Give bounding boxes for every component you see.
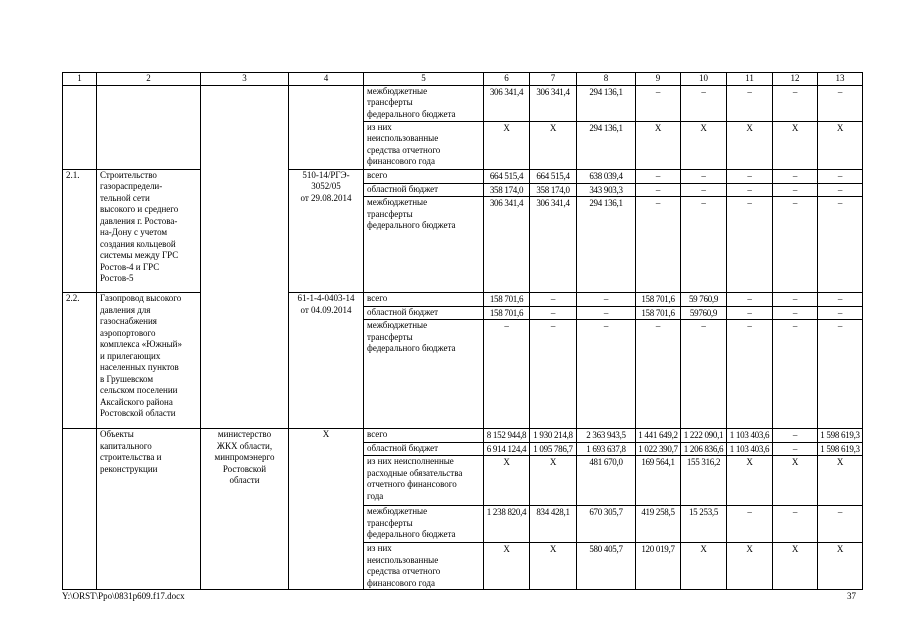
value-col-12: –: [773, 197, 818, 293]
item-number-cell: [63, 429, 97, 590]
value-col-6: 1 238 820,4: [484, 506, 530, 543]
value-col-13: –: [818, 320, 863, 429]
value-col-10: –: [681, 183, 727, 197]
value-col-12: –: [773, 429, 818, 443]
value-col-13: –: [818, 169, 863, 183]
table-row: [63, 429, 863, 443]
value-col-10: 155 316,2: [681, 456, 727, 506]
funding-source: областной бюджет: [364, 183, 484, 197]
funding-source: всего: [364, 293, 484, 307]
value-col-8: –: [577, 306, 636, 320]
column-header: 7: [530, 73, 577, 86]
funding-source: областной бюджет: [364, 306, 484, 320]
table-row: [63, 85, 863, 121]
value-col-8: 294 136,1: [577, 121, 636, 169]
value-col-6: 8 152 944,8: [484, 429, 530, 443]
funding-source: межбюджетные трансферты федерального бюджета: [364, 197, 484, 293]
column-header: 2: [97, 73, 201, 86]
value-col-7: Х: [530, 121, 577, 169]
value-col-9: 158 701,6: [636, 306, 681, 320]
value-col-10: –: [681, 320, 727, 429]
item-executor-cell: [201, 85, 289, 429]
value-col-6: Х: [484, 121, 530, 169]
value-col-12: –: [773, 306, 818, 320]
value-col-7: Х: [530, 456, 577, 506]
value-col-8: –: [577, 293, 636, 307]
value-col-11: –: [727, 506, 773, 543]
item-name: Газопровод высокого давления для газоснабжения аэропортового комплекса «Южный» и прилегающих населенных пунктов в Грушевском сельском поселении Аксайского района Ростовской области: [97, 293, 201, 429]
value-col-7: 1 930 214,8: [530, 429, 577, 443]
item-name-cell: [97, 85, 201, 169]
funding-source: межбюджетные трансферты федерального бюджета: [364, 506, 484, 543]
value-col-9: 1 022 390,7: [636, 442, 681, 456]
value-col-11: Х: [727, 543, 773, 590]
funding-source: из них неисполненные расходные обязательства отчетного финансового года: [364, 456, 484, 506]
value-col-7: 306 341,4: [530, 197, 577, 293]
value-col-11: –: [727, 183, 773, 197]
funding-source: из них неиспользованные средства отчетного финансового года: [364, 543, 484, 590]
value-col-7: Х: [530, 543, 577, 590]
column-header: 1: [63, 73, 97, 86]
value-col-6: 158 701,6: [484, 306, 530, 320]
value-col-6: 358 174,0: [484, 183, 530, 197]
value-col-7: 306 341,4: [530, 85, 577, 121]
value-col-9: 158 701,6: [636, 293, 681, 307]
item-number-cell: [63, 85, 97, 169]
value-col-12: Х: [773, 543, 818, 590]
value-col-10: 1 206 836,6: [681, 442, 727, 456]
value-col-13: –: [818, 85, 863, 121]
value-col-11: –: [727, 169, 773, 183]
item-document: 510-14/РГЭ- 3052/05 от 29.08.2014: [289, 169, 364, 293]
value-col-11: –: [727, 293, 773, 307]
value-col-10: –: [681, 85, 727, 121]
value-col-9: Х: [636, 121, 681, 169]
column-header: 12: [773, 73, 818, 86]
value-col-9: –: [636, 183, 681, 197]
value-col-12: –: [773, 506, 818, 543]
value-col-11: 1 103 403,6: [727, 429, 773, 443]
funding-source: всего: [364, 169, 484, 183]
value-col-7: 1 095 786,7: [530, 442, 577, 456]
item-document: Х: [289, 429, 364, 590]
value-col-11: –: [727, 85, 773, 121]
value-col-9: –: [636, 320, 681, 429]
value-col-10: –: [681, 169, 727, 183]
column-header: 11: [727, 73, 773, 86]
value-col-12: –: [773, 169, 818, 183]
value-col-12: –: [773, 183, 818, 197]
footer-file-path: Y:\ORST\Ppo\0831p609.f17.docx: [62, 591, 185, 601]
value-col-6: 306 341,4: [484, 197, 530, 293]
column-header: 13: [818, 73, 863, 86]
item-name: Строительство газораспредели- тельной сети высокого и среднего давления г. Ростова- на-Дону с учетом создания кольцевой системы между ГРС Ростов-4 и ГРС Ростов-5: [97, 169, 201, 293]
column-header: 9: [636, 73, 681, 86]
value-col-7: –: [530, 293, 577, 307]
value-col-8: 580 405,7: [577, 543, 636, 590]
value-col-13: –: [818, 293, 863, 307]
value-col-13: Х: [818, 456, 863, 506]
value-col-6: 664 515,4: [484, 169, 530, 183]
value-col-10: 1 222 090,1: [681, 429, 727, 443]
value-col-12: Х: [773, 121, 818, 169]
value-col-9: 120 019,7: [636, 543, 681, 590]
footer-page-number: 37: [847, 591, 856, 601]
value-col-8: 294 136,1: [577, 85, 636, 121]
value-col-13: 1 598 619,3: [818, 429, 863, 443]
budget-table: [62, 72, 863, 590]
column-header: 10: [681, 73, 727, 86]
table-row: [63, 169, 863, 183]
value-col-9: 1 441 649,2: [636, 429, 681, 443]
value-col-10: 59760,9: [681, 306, 727, 320]
item-name: Объекты капитального строительства и реконструкции: [97, 429, 201, 590]
value-col-13: –: [818, 197, 863, 293]
value-col-7: –: [530, 306, 577, 320]
value-col-11: –: [727, 320, 773, 429]
value-col-8: 343 903,3: [577, 183, 636, 197]
value-col-13: Х: [818, 543, 863, 590]
value-col-7: 358 174,0: [530, 183, 577, 197]
value-col-6: Х: [484, 456, 530, 506]
value-col-8: 2 363 943,5: [577, 429, 636, 443]
value-col-8: –: [577, 320, 636, 429]
funding-source: областной бюджет: [364, 442, 484, 456]
header-row: [63, 73, 863, 86]
value-col-7: 664 515,4: [530, 169, 577, 183]
item-number: 2.2.: [63, 293, 97, 429]
value-col-13: Х: [818, 121, 863, 169]
value-col-6: –: [484, 320, 530, 429]
column-header: 6: [484, 73, 530, 86]
table-row: [63, 293, 863, 307]
funding-source: из них неиспользованные средства отчетного финансового года: [364, 121, 484, 169]
column-header: 4: [289, 73, 364, 86]
table-body: [63, 85, 863, 590]
value-col-11: –: [727, 306, 773, 320]
value-col-7: 834 428,1: [530, 506, 577, 543]
value-col-8: 1 693 637,8: [577, 442, 636, 456]
value-col-11: Х: [727, 121, 773, 169]
value-col-9: 419 258,5: [636, 506, 681, 543]
item-document: 61-1-4-0403-14 от 04.09.2014: [289, 293, 364, 429]
column-header: 8: [577, 73, 636, 86]
value-col-12: –: [773, 442, 818, 456]
funding-source: всего: [364, 429, 484, 443]
value-col-11: Х: [727, 456, 773, 506]
value-col-8: 670 305,7: [577, 506, 636, 543]
value-col-6: 6 914 124,4: [484, 442, 530, 456]
value-col-9: –: [636, 197, 681, 293]
funding-source: межбюджетные трансферты федерального бюджета: [364, 320, 484, 429]
value-col-13: –: [818, 506, 863, 543]
value-col-6: 158 701,6: [484, 293, 530, 307]
value-col-12: –: [773, 320, 818, 429]
value-col-6: 306 341,4: [484, 85, 530, 121]
column-header: 3: [201, 73, 289, 86]
value-col-10: Х: [681, 543, 727, 590]
value-col-12: Х: [773, 456, 818, 506]
value-col-8: 481 670,0: [577, 456, 636, 506]
item-number: 2.1.: [63, 169, 97, 293]
value-col-8: 638 039,4: [577, 169, 636, 183]
value-col-13: –: [818, 183, 863, 197]
column-header: 5: [364, 73, 484, 86]
value-col-9: –: [636, 85, 681, 121]
item-document-cell: [289, 85, 364, 169]
value-col-12: –: [773, 293, 818, 307]
value-col-9: –: [636, 169, 681, 183]
value-col-10: –: [681, 197, 727, 293]
funding-source: межбюджетные трансферты федерального бюджета: [364, 85, 484, 121]
value-col-11: 1 103 403,6: [727, 442, 773, 456]
value-col-8: 294 136,1: [577, 197, 636, 293]
value-col-10: 15 253,5: [681, 506, 727, 543]
table-header: [63, 73, 863, 86]
value-col-13: 1 598 619,3: [818, 442, 863, 456]
value-col-6: Х: [484, 543, 530, 590]
value-col-10: 59 760,9: [681, 293, 727, 307]
item-executor: министерство ЖКХ области, минпромэнерго Ростовской области: [201, 429, 289, 590]
value-col-11: –: [727, 197, 773, 293]
value-col-7: –: [530, 320, 577, 429]
value-col-12: –: [773, 85, 818, 121]
value-col-10: Х: [681, 121, 727, 169]
value-col-13: –: [818, 306, 863, 320]
value-col-9: 169 564,1: [636, 456, 681, 506]
